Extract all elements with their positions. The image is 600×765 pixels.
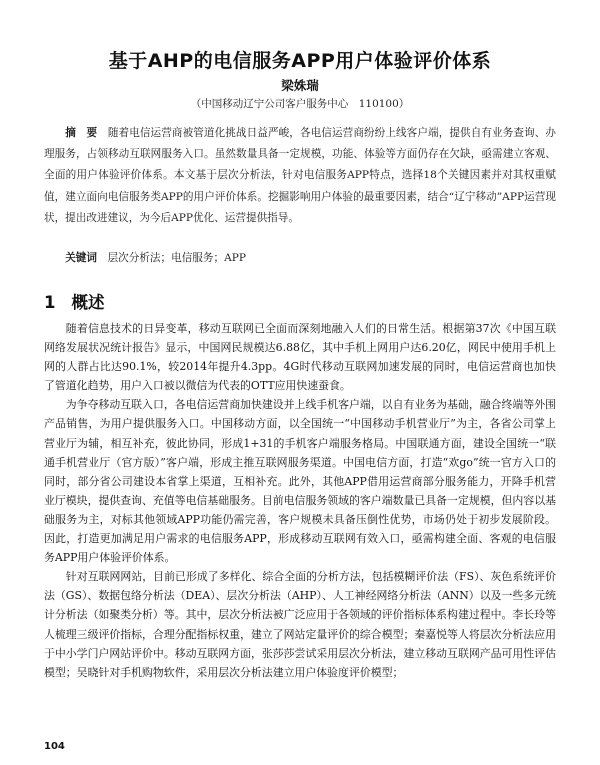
- author-name: 梁姝瑞: [281, 78, 319, 93]
- abstract-paragraph: [44, 123, 556, 229]
- body-paragraph: 针对互联网网站，目前已形成了多样化、综合全面的分析方法，包括模糊评价法（FS）、灰色系统评价法（GS）、数据包络分析法（DEA）、层次分析法（AHP）、人工神经网络分析法（ANN）以及一些多元统计分析法（如聚类分析）等。其中，层次分析法被广泛应用于各领域的评价指标体系构建过程中。李长玲等人梳理三级评价指标，合理分配指标权重，建立了网站定量评价的综合模型；秦嘉悦等人将层次分析法应用于中小学门户网站评价中。移动互联网方面，张莎莎尝试采用层次分析法，建立移动互联网产品可用性评估模型；吴晓针对手机购物软件，采用层次分析法建立用户体验度评价模型；: [44, 570, 556, 679]
- keywords-line: [44, 251, 556, 265]
- abstract-text: 随着电信运营商被管道化挑战日益严峻，各电信运营商纷纷上线客户端，提供自有业务查询、办理服务，占领移动互联网服务入口。虽然数量具备一定规模，功能、体验等方面仍存在欠缺，亟需建立客观、全面的用户体验评价体系。本文基于层次分析法，针对电信服务APP特点，选择18个关键因素并对其权重赋值，建立面向电信服务类APP的用户评价体系。挖掘影响用户体验的最重要因素，结合“辽宁移动”APP运营现状，提出改进建议，为今后APP优化、运营提供指导。: [44, 127, 556, 224]
- abstract-block: [44, 123, 556, 229]
- keywords-text: 层次分析法；电信服务；APP: [107, 252, 246, 264]
- body-paragraph: 随着信息技术的日异变革，移动互联网已全面而深刻地融入人们的日常生活。根据第37次《中国互联网络发展状况统计报告》显示，中国网民规模达6.88亿，其中手机上网用户达6.20亿，网民中使用手机上网的人群占比达90.1%，较2014年提升4.3pp。4G时代移动互联网加速发展的同时，电信运营商也加快了管道化趋势，用户入口被以微信为代表的OTT应用快速蚕食。: [44, 322, 556, 393]
- section-number: 1: [44, 293, 56, 312]
- abstract-label: 摘 要: [65, 127, 98, 139]
- body-text: [44, 319, 556, 682]
- body-paragraph: 为争夺移动互联入口，各电信运营商加快建设并上线手机客户端，以自有业务为基础，融合终端等外围产品销售，为用户提供服务入口。中国移动方面，以全国统一“中国移动手机营业厅”为主，各省公司掌上营业厅为辅，相互补充，彼此协同，形成1+31的手机客户端服务格局。中国联通方面，建设全国统一“联通手机营业厅（官方版）”客户端，形成主推互联网服务渠道。中国电信方面，打造“欢go”统一官方入口的同时，部分省公司建设本省掌上渠道，互相补充。此外，其他APP借用运营商部分服务能力，开降手机营业厅模块，提供查询、充值等电信基础服务。目前电信服务领域的客户端数量已具备一定规模，但内容以基础服务为主，对标其他领域APP功能仍需完善，客户规模未具备压倒性优势，市场仍处于初步发展阶段。因此，打造更加满足用户需求的电信服务APP，形成移动互联网有效入口，亟需构建全面、客观的电信服务APP用户体验评价体系。: [44, 398, 556, 565]
- page-number: 104: [44, 741, 65, 752]
- section-heading: [44, 289, 104, 313]
- section-title: 概述: [71, 293, 105, 312]
- author-affiliation: （中国移动辽宁公司客户服务中心 110100）: [190, 98, 410, 110]
- keywords-label: 关键词: [65, 252, 97, 264]
- paper-title: 基于AHP的电信服务APP用户体验评价体系: [108, 50, 492, 72]
